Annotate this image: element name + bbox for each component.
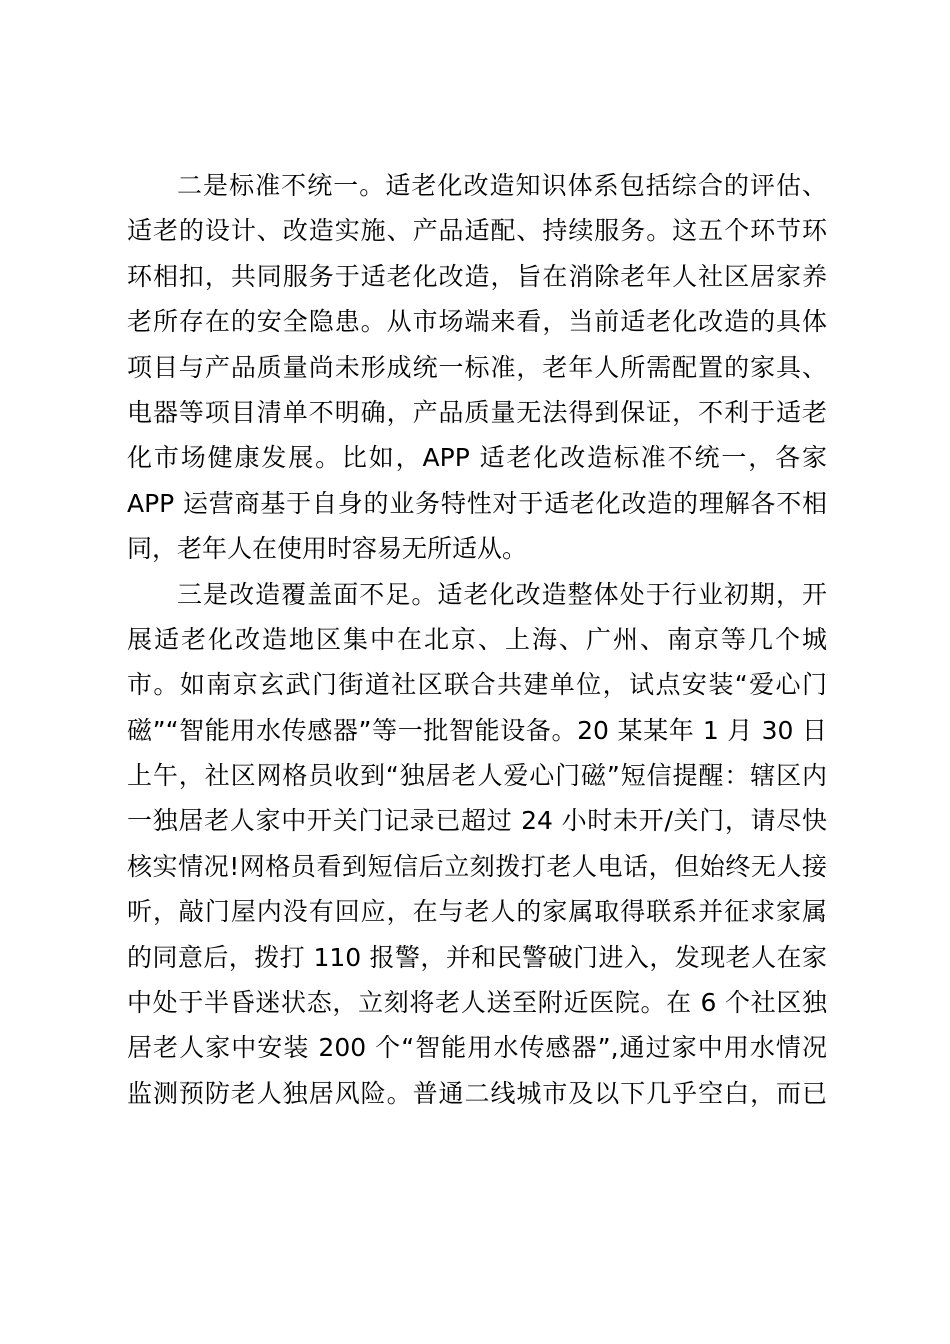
text-line: 核实情况!网格员看到短信后立刻拨打老人电话，但始终无人接 bbox=[127, 851, 827, 881]
text-line: 市。如南京玄武门街道社区联合共建单位，试点安装“爱心门 bbox=[127, 670, 827, 700]
text-line: 同，老年人在使用时容易无所适从。 bbox=[127, 534, 528, 564]
text-line: 适老的设计、改造实施、产品适配、持续服务。这五个环节环 bbox=[127, 216, 827, 246]
paragraph-standards bbox=[127, 163, 827, 572]
text-line: 中处于半昏迷状态，立刻将老人送至附近医院。在 6 个社区独 bbox=[127, 988, 827, 1018]
paragraph-coverage bbox=[127, 572, 827, 1117]
text-line: 上午，社区网格员收到“独居老人爱心门磁”短信提醒：辖区内 bbox=[127, 761, 827, 791]
text-line: 三是改造覆盖面不足。适老化改造整体处于行业初期，开 bbox=[177, 579, 827, 609]
text-line: 展适老化改造地区集中在北京、上海、广州、南京等几个城 bbox=[127, 624, 827, 654]
text-line: 一独居老人家中开关门记录已超过 24 小时未开/关门，请尽快 bbox=[127, 806, 827, 836]
text-line: 听，敲门屋内没有回应，在与老人的家属取得联系并征求家属 bbox=[127, 897, 827, 927]
text-line: 项目与产品质量尚未形成统一标准，老年人所需配置的家具、 bbox=[127, 352, 827, 382]
text-line: 监测预防老人独居风险。普通二线城市及以下几乎空白，而已 bbox=[127, 1078, 827, 1108]
text-line: 的同意后，拨打 110 报警，并和民警破门进入，发现老人在家 bbox=[127, 942, 827, 972]
text-line: 化市场健康发展。比如，APP 适老化改造标准不统一，各家 bbox=[127, 443, 827, 473]
text-line: 环相扣，共同服务于适老化改造，旨在消除老年人社区居家养 bbox=[127, 261, 827, 291]
text-line: 居老人家中安装 200 个“智能用水传感器”,通过家中用水情况 bbox=[127, 1033, 827, 1063]
text-line: 二是标准不统一。适老化改造知识体系包括综合的评估、 bbox=[177, 171, 827, 200]
text-line: 老所存在的安全隐患。从市场端来看，当前适老化改造的具体 bbox=[127, 307, 827, 337]
text-line: 电器等项目清单不明确，产品质量无法得到保证，不利于适老 bbox=[127, 397, 827, 427]
text-line: 磁”“智能用水传感器”等一批智能设备。20 某某年 1 月 30 日 bbox=[127, 715, 827, 745]
document-body bbox=[127, 163, 827, 1116]
text-line: APP 运营商基于自身的业务特性对于适老化改造的理解各不相 bbox=[127, 488, 827, 518]
